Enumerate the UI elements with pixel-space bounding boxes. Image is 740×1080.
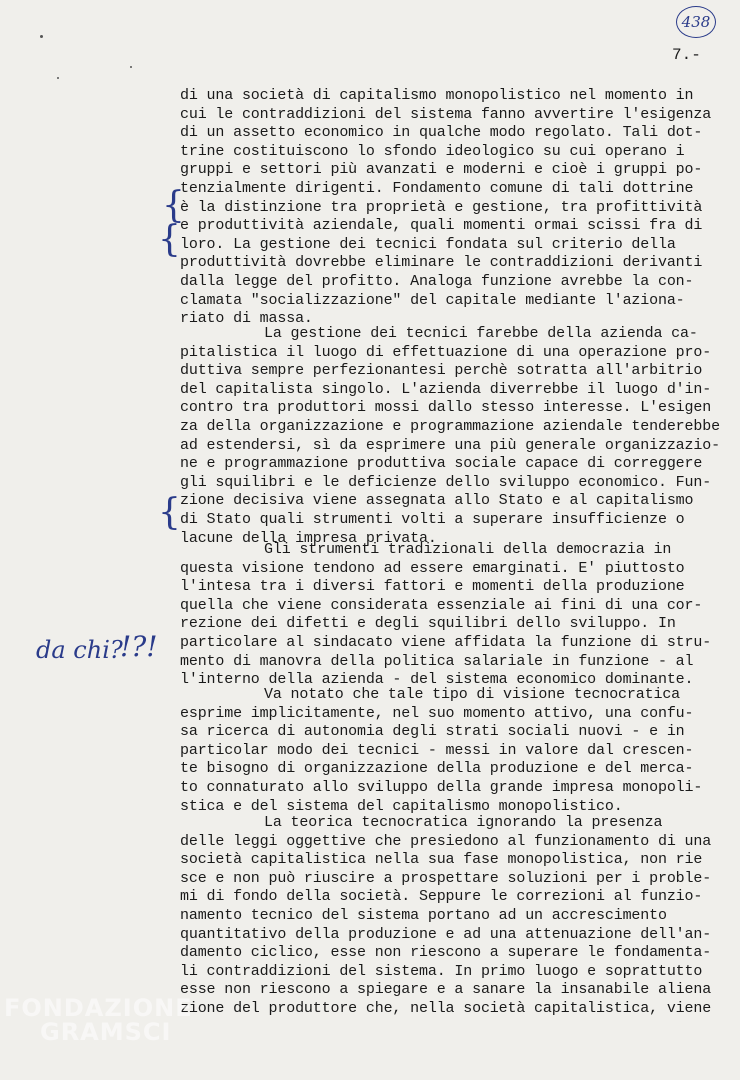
margin-brace-mark: {	[158, 492, 181, 533]
text-line: e produttività aziendale, quali momenti ormai scissi fra di	[180, 217, 703, 235]
paper-speck	[130, 66, 132, 68]
text-line: te bisogno di organizzazione della produzione e del merca-	[180, 760, 694, 778]
text-line: li contraddizioni del sistema. In primo luogo e soprattutto	[180, 962, 703, 980]
text-line: contro tra produttori mossi dallo stesso interesse. L'esigen	[180, 399, 712, 417]
page-number: 7.-	[672, 46, 701, 64]
text-line: mento di manovra della politica salariale in funzione - al	[180, 652, 694, 670]
text-line: La teorica tecnocratica ignorando la presenza	[264, 814, 663, 831]
text-line: ne e programmazione produttiva sociale capace di correggere	[180, 455, 703, 473]
text-line: particolar modo dei tecnici - messi in valore dal crescen-	[180, 741, 694, 759]
text-line: mi di fondo della società. Seppure le correzioni al funzio-	[180, 888, 703, 906]
text-line: zione decisiva viene assegnata allo Stato e al capitalismo	[180, 492, 694, 510]
text-line: particolare al sindacato viene affidata la funzione di stru-	[180, 634, 712, 651]
paper-speck	[57, 77, 59, 79]
text-line: gruppi e settori più avanzati e moderni e cioè i gruppi po-	[180, 161, 703, 179]
text-line: damento ciclico, esse non riescono a superare le fondamenta-	[180, 944, 712, 962]
text-line: stica e del sistema del capitalismo monopolistico.	[180, 797, 623, 815]
margin-note-marks: !?!	[120, 630, 158, 663]
text-line: zione del produttore che, nella società capitalistica, viene	[180, 1000, 712, 1017]
text-line: quantitativo della produzione e ad una attenuazione dell'an-	[180, 925, 712, 943]
text-line: Va notato che tale tipo di visione tecnocratica	[264, 686, 681, 703]
text-line: sce e non può riuscire a prospettare soluzioni per i proble-	[180, 869, 712, 887]
text-line: questa visione tendono ad essere emarginati. E' piuttosto	[180, 559, 685, 577]
margin-brace-mark: {	[162, 185, 185, 226]
text-line: gli squilibri e le deficienze dello sviluppo economico. Fun-	[180, 473, 712, 491]
text-line: dalla legge del profitto. Analoga funzione avrebbe la con-	[180, 273, 694, 290]
text-line: cui le contraddizioni del sistema fanno avvertire l'esigenza	[180, 105, 712, 123]
text-line: riato di massa.	[180, 310, 313, 328]
text-line: to connaturato allo sviluppo della grande impresa monopoli-	[180, 779, 703, 796]
text-line: pitalistica il luogo di effettuazione di una operazione pro-	[180, 343, 712, 361]
text-line: Gli strumenti tradizionali della democrazia in	[264, 541, 672, 558]
margin-brace-mark: {	[158, 219, 181, 260]
text-line: società capitalistica nella sua fase monopolistica, non rie	[180, 851, 703, 869]
text-line: ad estendersi, sì da esprimere una più generale organizzazio-	[180, 436, 720, 454]
text-line: esprime implicitamente, nel suo momento attivo, una confu-	[180, 704, 694, 722]
paper-speck	[40, 35, 43, 38]
text-line: La gestione dei tecnici farebbe della azienda ca-	[264, 325, 698, 342]
watermark-line-1: FONDAZIONE	[4, 994, 193, 1022]
margin-note-handwritten: da chi?	[36, 636, 123, 664]
text-line: duttiva sempre perfezionantesi perchè sotratta all'arbitrio	[180, 362, 703, 380]
text-line: lacune della impresa privata.	[180, 529, 437, 547]
text-line: di Stato quali strumenti volti a superare insufficienze o	[180, 511, 685, 528]
text-line: trine costituiscono lo sfondo ideologico su cui operano i	[180, 142, 685, 160]
watermark-line-2: GRAMSCI	[40, 1018, 172, 1046]
text-line: di un assetto economico in qualche modo regolato. Tali dot-	[180, 124, 703, 142]
archive-number-stamp: 438	[676, 6, 716, 38]
text-line: namento tecnico del sistema portano ad un accrescimento	[180, 907, 667, 924]
text-line: esse non riescono a spiegare e a sanare la insanabile aliena	[180, 981, 712, 999]
text-line: za della organizzazione e programmazione aziendale tenderebbe	[180, 418, 720, 435]
text-line: del capitalista singolo. L'azienda diverrebbe il luogo d'in-	[180, 380, 712, 398]
text-line: tenzialmente dirigenti. Fondamento comune di tali dottrine	[180, 180, 694, 197]
text-line: l'interno della azienda - del sistema economico dominante.	[180, 671, 694, 689]
text-line: sa ricerca di autonomia degli strati sociali nuovi - e in	[180, 723, 685, 741]
text-line: l'intesa tra i diversi fattori e momenti della produzione	[180, 578, 685, 596]
text-line: quella che viene considerata essenziale ai fini di una cor-	[180, 596, 703, 614]
text-line: produttività dovrebbe eliminare le contraddizioni derivanti	[180, 254, 703, 272]
archive-watermark	[4, 996, 193, 1044]
text-line: rezione dei difetti e degli squilibri dello sviluppo. In	[180, 615, 676, 633]
text-line: delle leggi oggettive che presiedono al funzionamento di una	[180, 832, 712, 850]
text-line: è la distinzione tra proprietà e gestione, tra profittività	[180, 198, 703, 216]
text-line: clamata "socializzazione" del capitale mediante l'aziona-	[180, 291, 685, 309]
text-line: loro. La gestione dei tecnici fondata sul criterio della	[180, 235, 676, 253]
text-line: di una società di capitalismo monopolistico nel momento in	[180, 87, 694, 104]
